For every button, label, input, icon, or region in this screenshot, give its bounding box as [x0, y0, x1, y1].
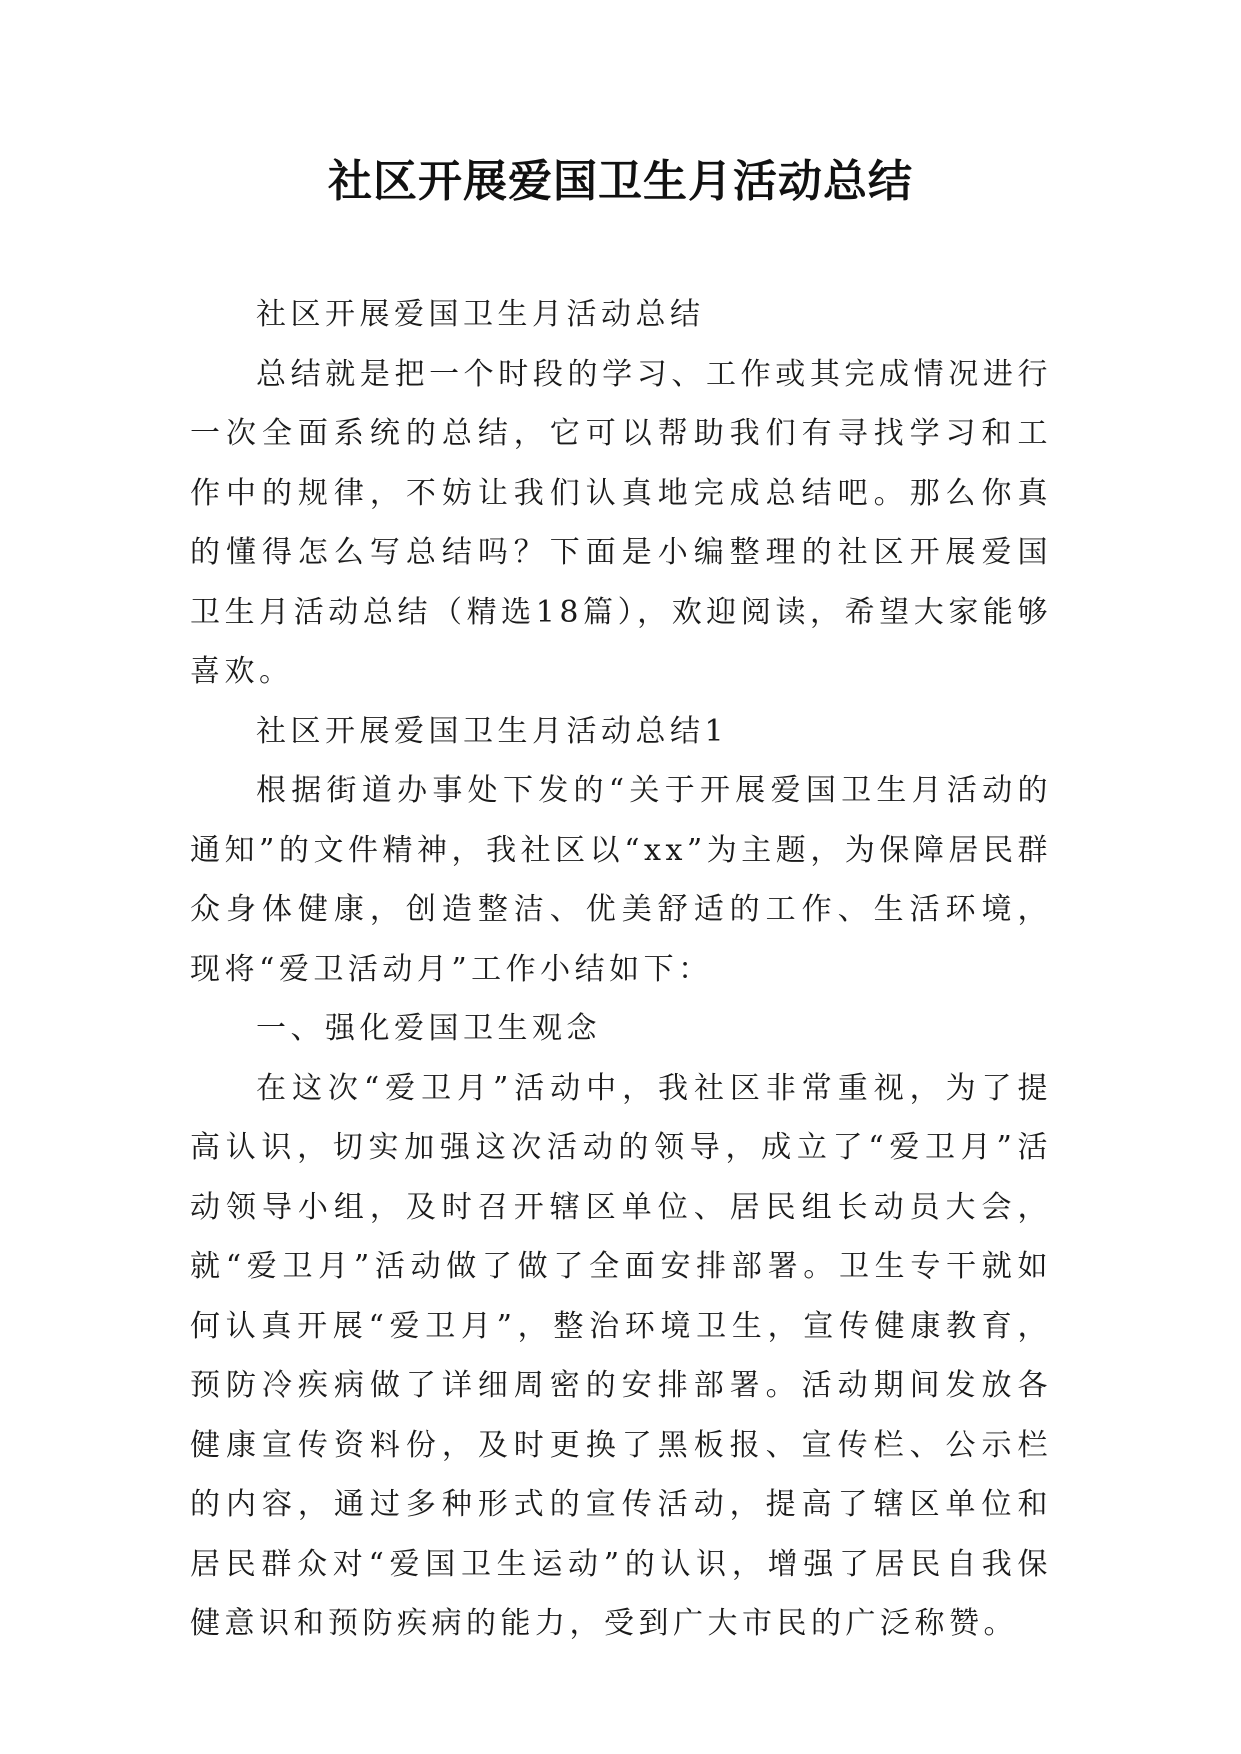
- paragraph-intro: 总结就是把一个时段的学习、工作或其完成情况进行一次全面系统的总结，它可以帮助我们有寻找学习和工作中的规律，不妨让我们认真地完成总结吧。那么你真的懂得怎么写总结吗？下面是小编整理的社区开展爱国卫生月活动总结（精选18篇），欢迎阅读，希望大家能够喜欢。: [190, 356, 1052, 689]
- paragraph-section-title: 社区开展爱国卫生月活动总结1: [256, 713, 729, 749]
- paragraph-background: 根据街道办事处下发的“关于开展爱国卫生月活动的通知”的文件精神，我社区以“xx”为主题，为保障居民群众身体健康，创造整洁、优美舒适的工作、生活环境，现将“爱卫活动月”工作小结如下：: [190, 773, 1052, 987]
- paragraph-details: 在这次“爱卫月”活动中，我社区非常重视，为了提高认识，切实加强这次活动的领导，成立了“爱卫月”活动领导小组，及时召开辖区单位、居民组长动员大会，就“爱卫月”活动做了做了全面安排部署。卫生专干就如何认真开展“爱卫月”，整治环境卫生，宣传健康教育，预防冷疾病做了详细周密的安排部署。活动期间发放各健康宣传资料份，及时更换了黑板报、宣传栏、公示栏的内容，通过多种形式的宣传活动，提高了辖区单位和居民群众对“爱国卫生运动”的认识，增强了居民自我保健意识和预防疾病的能力，受到广大市民的广泛称赞。: [190, 1070, 1052, 1641]
- paragraph-heading: 社区开展爱国卫生月活动总结: [256, 297, 705, 332]
- document-body: [190, 285, 1052, 1654]
- paragraph-subheading: 一、强化爱国卫生观念: [256, 1011, 601, 1046]
- document-title: 社区开展爱国卫生月活动总结: [328, 156, 913, 207]
